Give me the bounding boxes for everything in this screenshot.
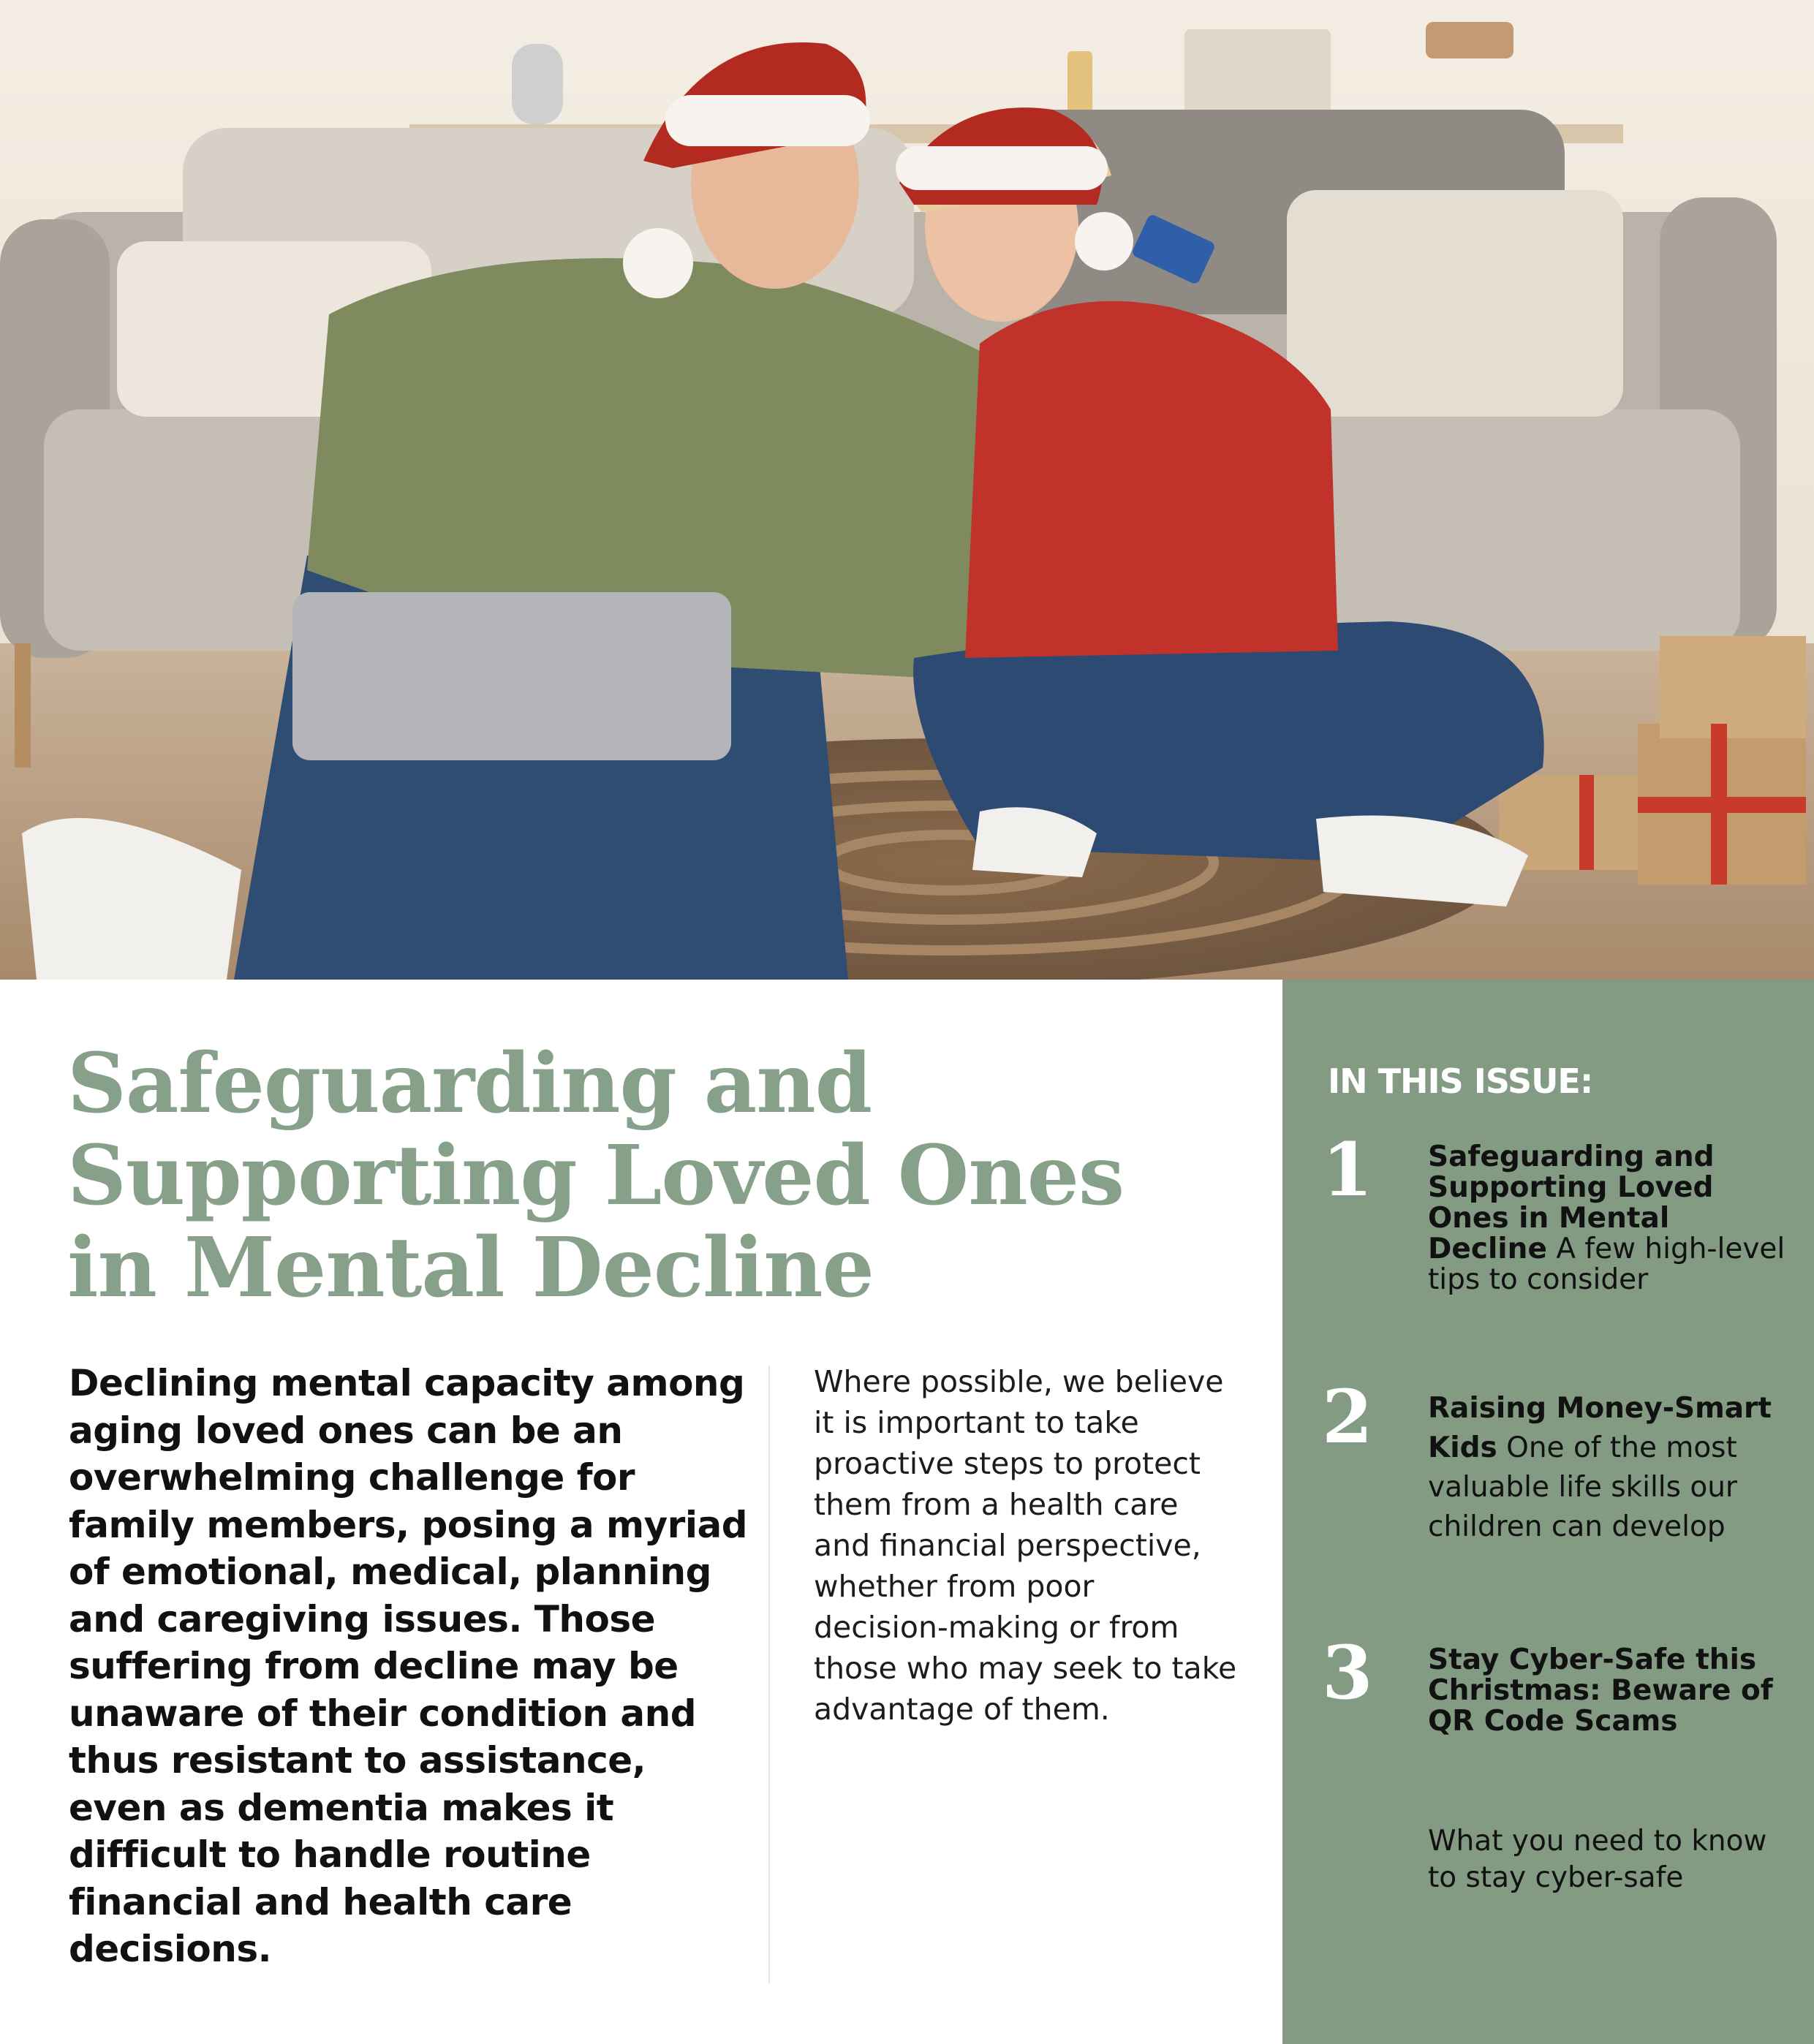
issue-title-1: Safeguarding and Supporting Loved Ones in Mental Decline bbox=[1428, 1140, 1715, 1265]
article-title bbox=[67, 1038, 1237, 1314]
title-line-3: in Mental Decline bbox=[67, 1220, 874, 1316]
title-line-2: Supporting Loved Ones bbox=[67, 1128, 1125, 1224]
title-line-1: Safeguarding and bbox=[67, 1036, 872, 1132]
issue-text-2 bbox=[1428, 1389, 1794, 1547]
hero-photo bbox=[0, 0, 1814, 980]
sidebar-heading: IN THIS ISSUE: bbox=[1328, 1061, 1593, 1101]
issue-description-1: A few high-level tips to consider bbox=[1428, 1233, 1785, 1296]
throw-pillow bbox=[1287, 190, 1623, 417]
issue-description-3: What you need to know to stay cyber-safe bbox=[1428, 1825, 1767, 1894]
issue-description-2: One of the most valuable life skills our children can develop bbox=[1428, 1431, 1737, 1543]
laptop bbox=[292, 592, 731, 760]
issue-title-3 bbox=[1428, 1645, 1794, 1737]
issue-number-3: 3 bbox=[1322, 1629, 1373, 1716]
issue-title-3-text: Stay Cyber-Safe this Christmas: Beware of QR Code Scams bbox=[1428, 1643, 1773, 1738]
body-paragraph: Where possible, we believe it is important to take proactive steps to protect them from a health care and financial perspective, whether from poor decision-making or from those who may seek to take advantage of them. bbox=[814, 1364, 1237, 1727]
issue-number-1: 1 bbox=[1322, 1127, 1373, 1213]
couple-with-laptop-illustration bbox=[0, 0, 1814, 980]
in-this-issue-sidebar bbox=[1282, 980, 1814, 2044]
issue-number-2: 2 bbox=[1322, 1374, 1373, 1460]
lead-paragraph: Declining mental capacity among aging loved ones can be an overwhelming challenge for family members, posing a myriad of emotional, medical, planning and caregiving issues. Those suffering from decline may be unaware of their condition and thus resistant to assistance, even as dementia makes it difficult to handle routine financial and health care decisions. bbox=[69, 1362, 748, 1970]
issue-text-1 bbox=[1428, 1142, 1794, 1295]
issue-title-2: Raising Money-Smart Kids bbox=[1428, 1392, 1772, 1464]
kettle bbox=[512, 44, 563, 124]
column-divider bbox=[768, 1366, 770, 1983]
